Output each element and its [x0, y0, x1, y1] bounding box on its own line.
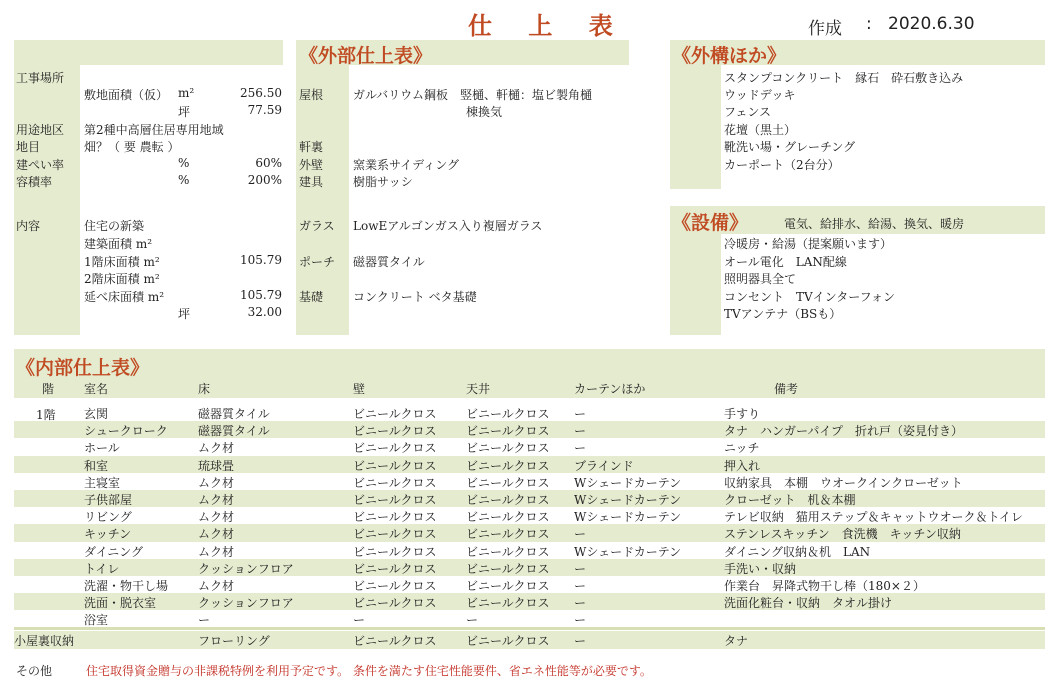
- curtain-finish: ー: [574, 613, 587, 628]
- created-separator: :: [866, 14, 872, 34]
- room-name: 子供部屋: [84, 493, 133, 507]
- exterior-works-item: フェンス: [724, 105, 772, 119]
- wall-finish: ビニールクロス: [353, 493, 437, 507]
- room-note: 手洗い・収納: [724, 561, 797, 576]
- room-name: 玄関: [84, 407, 109, 421]
- content-label: 内容: [16, 219, 41, 233]
- attic-curtain: ー: [574, 634, 587, 648]
- ceiling-finish: ビニールクロス: [466, 407, 550, 421]
- floor-finish: ムク材: [198, 510, 235, 525]
- foundation-value: コンクリート ベタ基礎: [353, 290, 477, 304]
- far-label: 容積率: [16, 175, 53, 189]
- room-name: リビング: [84, 510, 132, 525]
- wall-finish: ビニールクロス: [353, 441, 437, 456]
- curtain-finish: ー: [574, 561, 587, 576]
- floor-finish: 磁器質タイル: [198, 424, 270, 439]
- ceiling-finish: ビニールクロス: [466, 579, 550, 593]
- room-name: ホール: [84, 441, 120, 456]
- porch-value: 磁器質タイル: [353, 255, 425, 269]
- floor-finish: ムク材: [198, 544, 235, 559]
- total-tsubo-value: 32.00: [247, 305, 282, 319]
- attic-divider: [14, 627, 1045, 630]
- roof-label: 屋根: [299, 88, 324, 102]
- equipment-header: 《設備》: [672, 212, 749, 234]
- building-area-label: 建築面積 m²: [84, 237, 153, 251]
- zoning-label: 用途地区: [16, 123, 65, 137]
- floor-finish: ムク材: [198, 493, 235, 507]
- site-area-label: 敷地面積（仮）: [84, 88, 169, 102]
- room-name: 洗濯・物干し場: [84, 579, 169, 593]
- equipment-item: TVアンテナ（BSも）: [724, 307, 842, 321]
- total-area-value: 105.79: [240, 288, 282, 302]
- exterior-works-item: ウッドデッキ: [724, 88, 796, 102]
- porch-label: ポーチ: [299, 255, 336, 269]
- exterior-works-item: 花壇（黒土）: [724, 123, 797, 137]
- created-date: 2020.6.30: [888, 14, 975, 34]
- wall-finish: ビニールクロス: [353, 510, 437, 525]
- equipment-item: コンセント TVインターフォン: [724, 290, 895, 304]
- floor-finish: ムク材: [198, 527, 235, 542]
- site-area-unit-tsubo: 坪: [178, 105, 191, 119]
- room-note: テレビ収納 猫用ステップ＆キャットウオーク＆トイレ: [724, 510, 1023, 525]
- equipment-summary: 電気、給排水、給湯、換気、暖房: [784, 217, 965, 231]
- wall-finish: ビニールクロス: [353, 458, 437, 473]
- far-value: 200%: [247, 173, 282, 187]
- floor1-area-label: 1階床面積 m²: [84, 255, 160, 269]
- wall-finish: ビニールクロス: [353, 407, 437, 421]
- exterior-header: 《外部仕上表》: [299, 45, 433, 67]
- ceiling-finish: ビニールクロス: [466, 527, 550, 542]
- total-area-label: 延べ床面積 m²: [84, 290, 165, 304]
- page-title: 仕 上 表: [468, 11, 627, 40]
- room-name: 和室: [84, 458, 109, 473]
- land-category-label: 地目: [16, 140, 41, 154]
- attic-label: 小屋裏収納: [14, 634, 75, 648]
- curtain-finish: ー: [574, 579, 587, 593]
- wall-label: 外壁: [299, 158, 324, 172]
- coverage-unit: %: [178, 156, 190, 170]
- floor-finish: ムク材: [198, 579, 235, 593]
- floor2-area-label: 2階床面積 m²: [84, 272, 160, 286]
- room-note: 手すり: [724, 407, 761, 421]
- site-area-unit-m2: m²: [178, 86, 195, 100]
- ceiling-finish: ー: [466, 613, 479, 628]
- ceiling-finish: ビニールクロス: [466, 596, 550, 611]
- ceiling-finish: ビニールクロス: [466, 475, 550, 490]
- created-label: 作成: [808, 19, 842, 39]
- wall-finish: ビニールクロス: [353, 424, 437, 439]
- room-name: ダイニング: [84, 544, 144, 559]
- room-name: 洗面・脱衣室: [84, 596, 157, 611]
- site-area-tsubo: 77.59: [247, 103, 282, 117]
- ceiling-finish: ビニールクロス: [466, 544, 550, 559]
- floor1-area-value: 105.79: [240, 253, 282, 267]
- floor-finish: クッションフロア: [198, 561, 294, 576]
- col-header-ceiling: 天井: [466, 382, 491, 396]
- room-note: 作業台 昇降式物干し棒（180×２）: [724, 579, 925, 593]
- ceiling-finish: ビニールクロス: [466, 510, 550, 525]
- room-note: 押入れ: [724, 458, 761, 473]
- room-name: 浴室: [84, 613, 109, 628]
- curtain-finish: ー: [574, 596, 587, 611]
- total-tsubo-unit: 坪: [178, 307, 191, 321]
- site-location-label: 工事場所: [16, 71, 65, 85]
- wall-finish: ビニールクロス: [353, 475, 437, 490]
- attic-wall: ビニールクロス: [353, 634, 437, 648]
- floor-finish: 琉球畳: [198, 458, 235, 473]
- exterior-works-item: 靴洗い場・グレーチング: [724, 140, 856, 154]
- site-header-band: [14, 40, 283, 65]
- coverage-value: 60%: [255, 156, 282, 170]
- other-note: 住宅取得資金贈与の非課税特例を利用予定です。 条件を満たす住宅性能要件、省エネ性能等が必要です。: [86, 664, 652, 678]
- wall-finish: ビニールクロス: [353, 544, 437, 559]
- glass-value: LowEアルゴンガス入り複層ガラス: [353, 219, 543, 233]
- floor-finish: ムク材: [198, 441, 235, 456]
- room-name: シュークローク: [84, 424, 168, 439]
- curtain-finish: Wシェードカーテン: [574, 493, 682, 507]
- other-label: その他: [16, 664, 53, 678]
- site-area-m2: 256.50: [240, 86, 282, 100]
- room-note: タナ ハンガーパイプ 折れ戸（姿見付き）: [724, 424, 964, 439]
- exterior-works-header: 《外構ほか》: [672, 45, 787, 67]
- glass-label: ガラス: [299, 219, 335, 233]
- ceiling-finish: ビニールクロス: [466, 493, 550, 507]
- attic-note: タナ: [724, 634, 749, 648]
- curtain-finish: ブラインド: [574, 458, 634, 473]
- col-header-wall: 壁: [353, 382, 366, 396]
- exterior-works-item: スタンプコンクリート 縁石 砕石敷き込み: [724, 71, 964, 85]
- roof-value: ガルバリウム鋼板 竪樋、軒樋：塩ビ製角樋: [353, 88, 593, 102]
- ceiling-finish: ビニールクロス: [466, 424, 550, 439]
- equipment-item: オール電化 LAN配線: [724, 255, 847, 269]
- room-note: クローゼット 机＆本棚: [724, 493, 856, 507]
- curtain-finish: ー: [574, 424, 587, 439]
- wall-finish: ビニールクロス: [353, 527, 437, 542]
- ceiling-finish: ビニールクロス: [466, 561, 550, 576]
- equipment-label-column: [670, 234, 721, 335]
- ceiling-finish: ビニールクロス: [466, 441, 550, 456]
- interior-header-band: [14, 349, 1045, 379]
- wall-finish: ー: [353, 613, 366, 628]
- wall-finish: ビニールクロス: [353, 596, 437, 611]
- floor-level-1: 1階: [36, 408, 56, 422]
- interior-column-header-band: [14, 379, 1045, 398]
- curtain-finish: Wシェードカーテン: [574, 475, 682, 490]
- room-note: ダイニング収納＆机 LAN: [724, 544, 871, 559]
- roof-value-2: 棟換気: [466, 105, 503, 119]
- content-value: 住宅の新築: [84, 219, 145, 233]
- wall-finish: ビニールクロス: [353, 579, 437, 593]
- exterior-works-item: カーポート（2台分）: [724, 158, 840, 172]
- col-header-floor: 床: [198, 382, 211, 396]
- floor-finish: ー: [198, 613, 211, 628]
- col-header-room: 室名: [84, 382, 109, 396]
- col-header-curtain: カーテンほか: [574, 382, 646, 396]
- room-note: 洗面化粧台・収納 タオル掛け: [724, 596, 893, 611]
- curtain-finish: ー: [574, 407, 587, 421]
- room-name: トイレ: [84, 561, 120, 576]
- equipment-item: 照明器具全て: [724, 272, 797, 286]
- floor-finish: クッションフロア: [198, 596, 294, 611]
- room-note: 収納家具 本棚 ウオークインクローゼット: [724, 475, 963, 490]
- exterior-works-label-column: [670, 65, 721, 189]
- curtain-finish: ー: [574, 441, 587, 456]
- far-unit: %: [178, 173, 190, 187]
- fixture-label: 建具: [299, 175, 324, 189]
- floor-finish: 磁器質タイル: [198, 407, 270, 421]
- col-header-floor-level: 階: [42, 382, 55, 396]
- wall-value: 窯業系サイディング: [353, 158, 459, 172]
- ceiling-finish: ビニールクロス: [466, 458, 550, 473]
- floor-finish: ムク材: [198, 475, 235, 490]
- curtain-finish: ー: [574, 527, 587, 542]
- equipment-item: 冷暖房・給湯（提案願います）: [724, 237, 893, 251]
- wall-finish: ビニールクロス: [353, 561, 437, 576]
- eaves-label: 軒裏: [299, 140, 324, 154]
- room-note: ステンレスキッチン 食洗機 キッチン収納: [724, 527, 961, 542]
- curtain-finish: Wシェードカーテン: [574, 510, 682, 525]
- col-header-note: 備考: [774, 382, 799, 396]
- zoning-value: 第2種中高層住居専用地域: [84, 123, 224, 137]
- room-name: キッチン: [84, 527, 132, 542]
- fixture-value: 樹脂サッシ: [353, 175, 413, 189]
- room-name: 主寝室: [84, 475, 121, 490]
- curtain-finish: Wシェードカーテン: [574, 544, 682, 559]
- room-note: ニッチ: [724, 441, 760, 456]
- attic-floor: フローリング: [198, 634, 270, 648]
- attic-ceiling: ビニールクロス: [466, 634, 550, 648]
- land-category-value: 畑？（ 要 農転 ）: [84, 140, 180, 154]
- foundation-label: 基礎: [299, 290, 324, 304]
- interior-header: 《内部仕上表》: [16, 357, 150, 379]
- coverage-label: 建ぺい率: [16, 158, 65, 172]
- site-label-column: [14, 65, 80, 335]
